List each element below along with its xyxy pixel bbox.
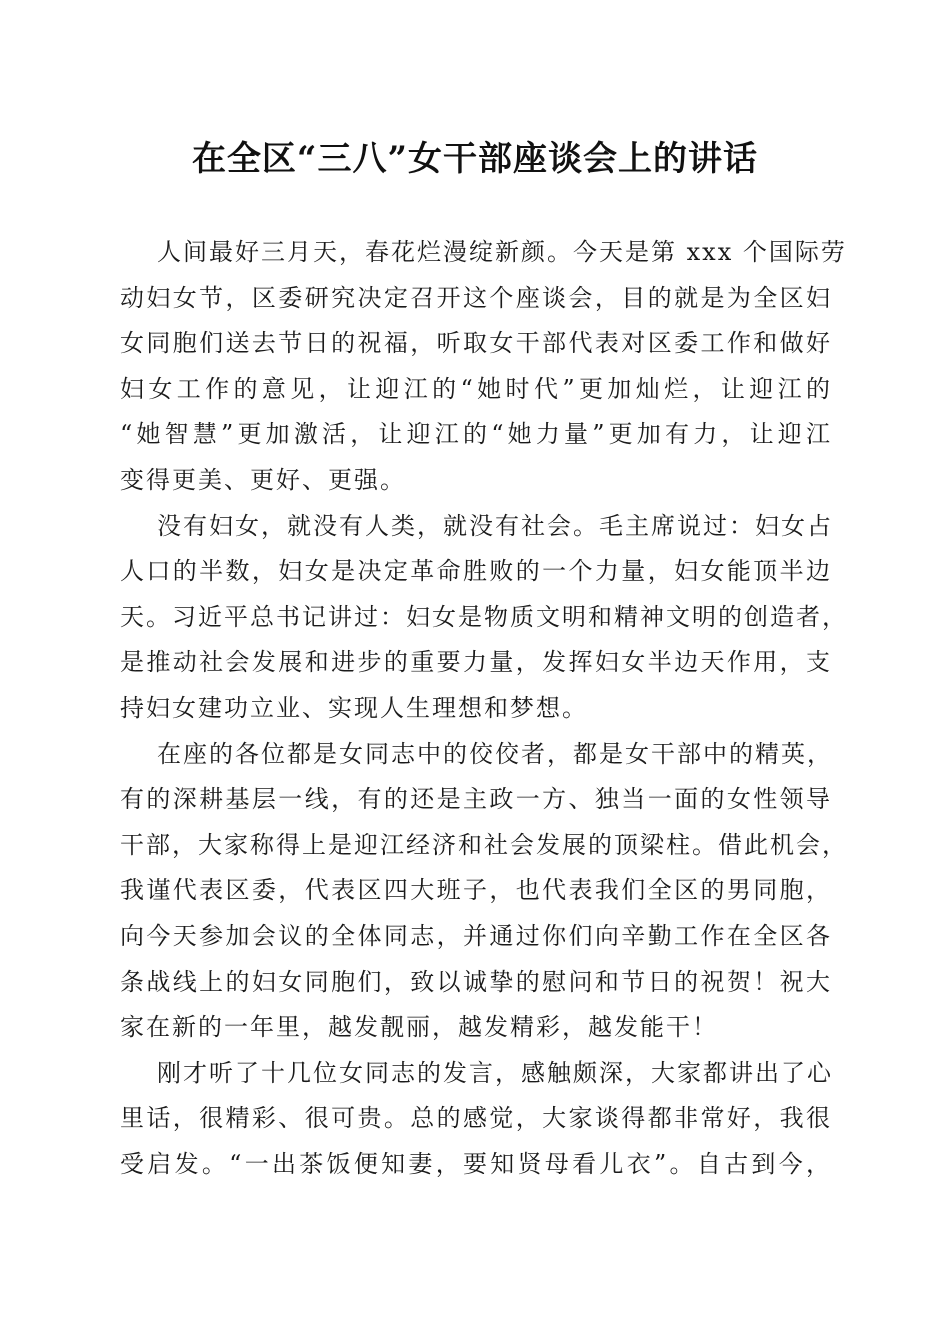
paragraph-line: 干部，大家称得上是迎江经济和社会发展的顶梁柱。借此机会，	[120, 830, 848, 859]
paragraph	[120, 504, 848, 732]
paragraph-line: 向今天参加会议的全体同志，并通过你们向辛勤工作在全区各	[120, 921, 832, 950]
paragraph-line: 在座的各位都是女同志中的佼佼者，都是女干部中的精英，	[157, 739, 833, 768]
paragraph	[120, 1051, 832, 1188]
paragraph-line: 里话，很精彩、很可贵。总的感觉，大家谈得都非常好，我很	[120, 1104, 832, 1133]
paragraph	[120, 230, 847, 504]
paragraph-line: “她智慧”更加激活，让迎江的“她力量”更加有力，让迎江	[120, 420, 832, 449]
paragraph-line: 有的深耕基层一线，有的还是主政一方、独当一面的女性领导	[120, 785, 832, 814]
paragraph-line: 是推动社会发展和进步的重要力量，发挥妇女半边天作用，支	[120, 648, 832, 677]
paragraph-line: 妇女工作的意见，让迎江的“她时代”更加灿烂，让迎江的	[120, 374, 832, 403]
paragraph	[120, 732, 848, 1051]
paragraph-line: 家在新的一年里，越发靓丽，越发精彩，越发能干！	[120, 1013, 718, 1042]
document-body	[120, 230, 848, 1187]
paragraph-line: 天。习近平总书记讲过：妇女是物质文明和精神文明的创造者，	[120, 602, 848, 631]
paragraph-line: 持妇女建功立业、实现人生理想和梦想。	[120, 693, 588, 722]
paragraph-line: 动妇女节，区委研究决定召开这个座谈会，目的就是为全区妇	[120, 283, 832, 312]
paragraph-line: 人间最好三月天，春花烂漫绽新颜。今天是第 xxx 个国际劳	[157, 238, 847, 266]
paragraph-line: 人口的半数，妇女是决定革命胜败的一个力量，妇女能顶半边	[120, 557, 832, 586]
paragraph-line: 变得更美、更好、更强。	[120, 465, 406, 494]
paragraph-line: 没有妇女，就没有人类，就没有社会。毛主席说过：妇女占	[157, 511, 833, 540]
paragraph-line: 女同胞们送去节日的祝福，听取女干部代表对区委工作和做好	[120, 329, 832, 358]
document-title: 在全区“三八”女干部座谈会上的讲话	[191, 139, 759, 179]
paragraph-line: 条战线上的妇女同胞们，致以诚挚的慰问和节日的祝贺！祝大	[120, 967, 832, 996]
paragraph-line: 我谨代表区委，代表区四大班子，也代表我们全区的男同胞，	[120, 876, 832, 905]
paragraph-line: 受启发。“一出茶饭便知妻，要知贤母看儿衣”。自古到今，	[120, 1149, 832, 1178]
paragraph-line: 刚才听了十几位女同志的发言，感触颇深，大家都讲出了心	[157, 1058, 833, 1087]
